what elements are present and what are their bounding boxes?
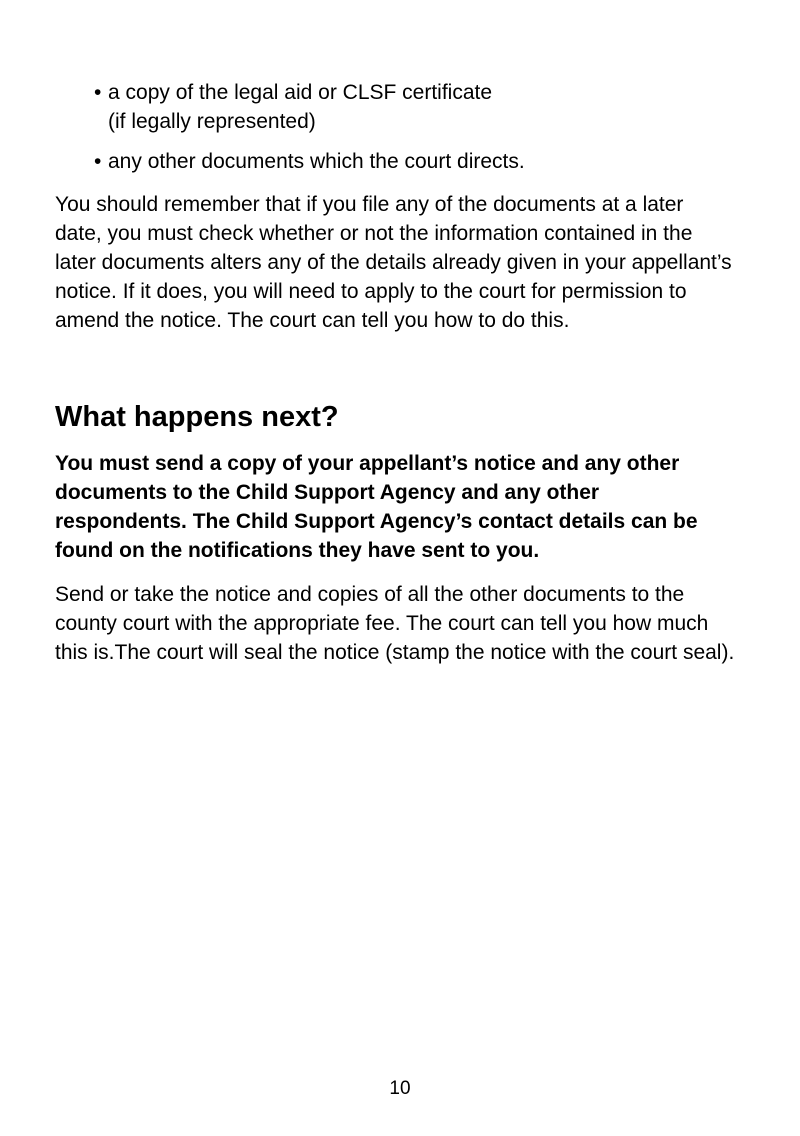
paragraph-send-or-take: Send or take the notice and copies of all the other documents to the county court with the appropriate fee. The court can tell you how much this is.The court will seal the notice (stamp the notice with the court seal). <box>55 583 735 664</box>
bullet-marker: • <box>94 150 102 173</box>
paragraph-file-later: You should remember that if you file any of the documents at a later date, you must check whether or not the information contained in the later documents alters any of the details already given in your appellant’s notice. If it does, you will need to apply to the court for permission to amend the notice. The court can tell you how to do this. <box>55 193 732 332</box>
bullet-text: any other documents which the court directs. <box>108 150 525 173</box>
bullet-item-other-documents <box>94 147 734 176</box>
paragraph-send-copy: You must send a copy of your appellant’s notice and any other documents to the Child Support Agency and any other respondents. The Child Support Agency’s contact details can be found on the notifications they have sent to you. <box>55 452 698 562</box>
bullet-item-legal-aid <box>94 78 734 136</box>
bullet-subtext: (if legally represented) <box>108 110 316 133</box>
bullet-marker: • <box>94 81 102 104</box>
page-number: 10 <box>389 1078 411 1099</box>
bullet-text: a copy of the legal aid or CLSF certificate <box>108 81 493 104</box>
bullet-list <box>94 78 734 187</box>
section-heading: What happens next? <box>55 401 339 433</box>
